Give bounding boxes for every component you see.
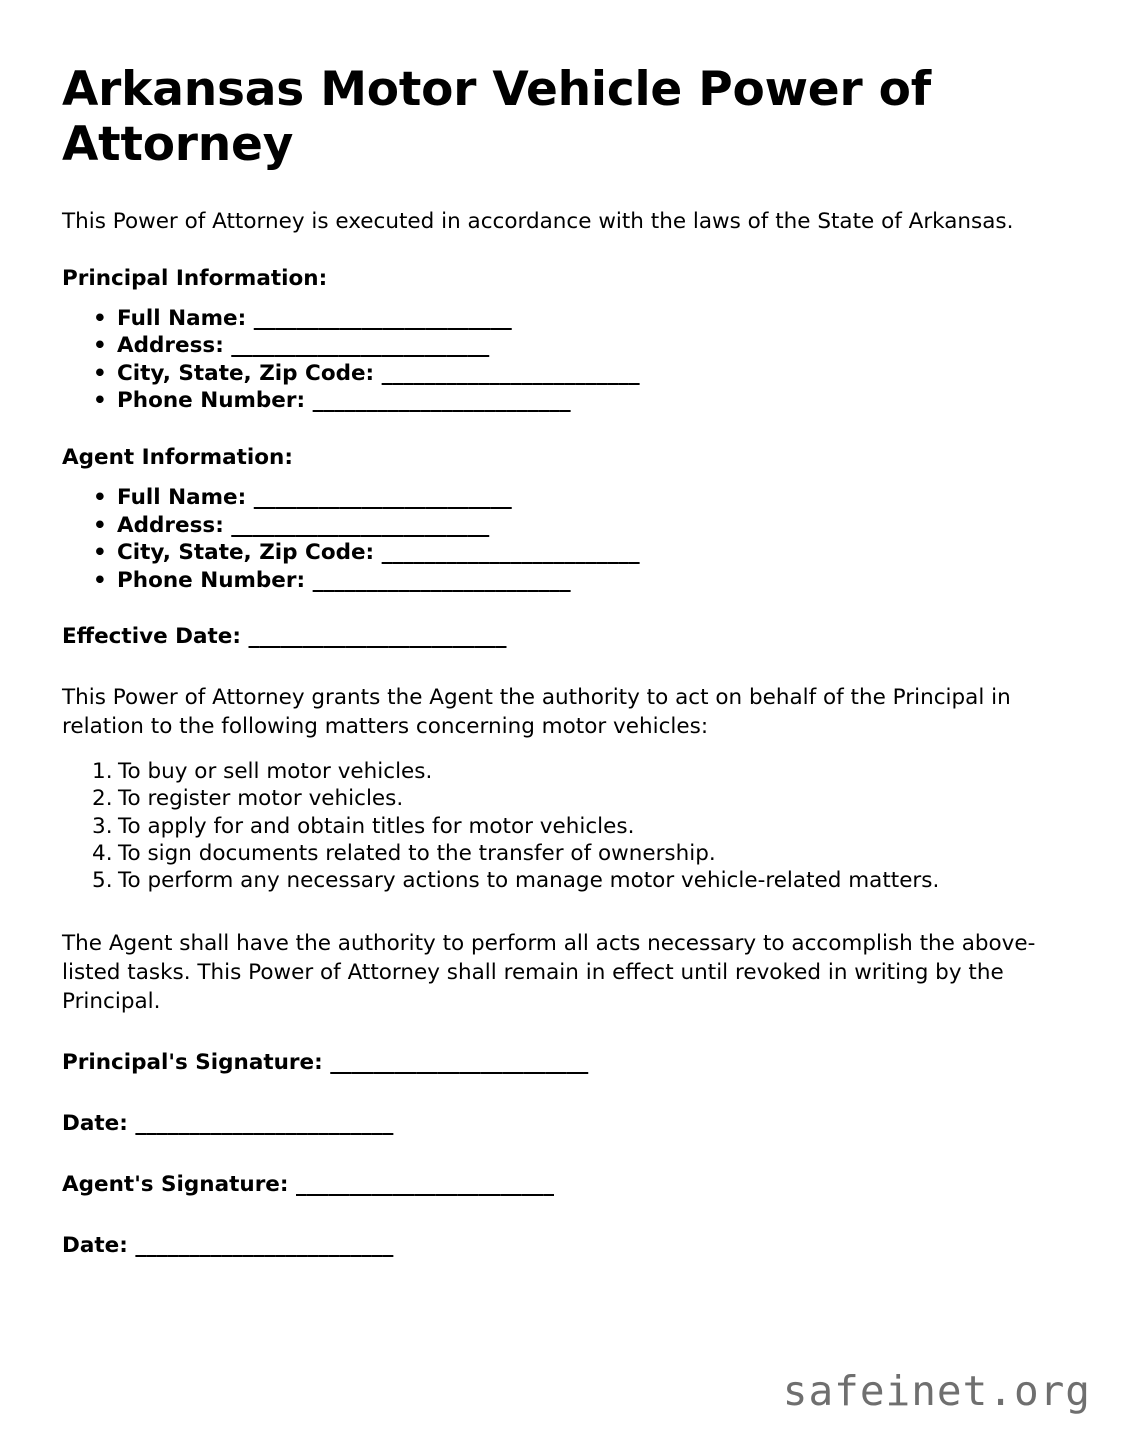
principal-date-line	[62, 1111, 1062, 1136]
signature-label: Date:	[62, 1110, 128, 1136]
agent-signature-line	[62, 1172, 1062, 1197]
field-label: City, State, Zip Code:	[117, 540, 375, 566]
list-item	[62, 484, 1062, 512]
field-label: Phone Number:	[117, 567, 306, 593]
list-item	[62, 567, 1062, 595]
effective-date-blank[interactable]: ________________________	[248, 624, 507, 650]
field-blank[interactable]: ________________________	[253, 305, 512, 331]
list-item: To perform any necessary actions to manage motor vehicle-related matters.	[118, 868, 940, 894]
signature-blank[interactable]: ________________________	[135, 1110, 394, 1136]
list-item	[62, 360, 1062, 388]
list-item	[62, 305, 1062, 333]
principal-information-fields	[62, 305, 1062, 415]
principal-signature-line	[62, 1050, 1062, 1075]
field-blank[interactable]: ________________________	[381, 360, 640, 386]
field-label: Address:	[117, 512, 224, 538]
list-item: To buy or sell motor vehicles.	[118, 759, 433, 785]
closing-paragraph: The Agent shall have the authority to perform all acts necessary to accomplish the above-listed tasks. This Power of Attorney shall remain in effect until revoked in writing by the Principal.	[62, 930, 1036, 1014]
page-title: Arkansas Motor Vehicle Power of Attorney	[62, 62, 931, 173]
field-label: Phone Number:	[117, 388, 306, 414]
effective-date-label: Effective Date:	[62, 624, 241, 650]
list-item: To sign documents related to the transfer of ownership.	[118, 840, 716, 866]
list-item	[62, 332, 1062, 360]
document-body	[62, 62, 1062, 1258]
site-watermark: safeinet.org	[782, 1367, 1091, 1415]
effective-date-field	[62, 624, 1062, 649]
granted-powers-list	[62, 758, 1062, 894]
field-label: Full Name:	[117, 305, 247, 331]
field-label: Address:	[117, 333, 224, 359]
field-blank[interactable]: ________________________	[253, 484, 512, 510]
field-blank[interactable]: ________________________	[312, 567, 571, 593]
signature-label: Agent's Signature:	[62, 1171, 289, 1197]
signature-blank[interactable]: ________________________	[330, 1049, 589, 1075]
signature-label: Date:	[62, 1232, 128, 1258]
signature-blank[interactable]: ________________________	[296, 1171, 554, 1197]
signature-label: Principal's Signature:	[62, 1049, 323, 1075]
grant-paragraph: This Power of Attorney grants the Agent the authority to act on behalf of the Principal in relation to the following matters concerning motor vehicles:	[62, 685, 1011, 740]
field-blank[interactable]: ________________________	[312, 388, 571, 414]
field-blank[interactable]: ________________________	[231, 333, 490, 359]
agent-information-heading: Agent Information:	[62, 444, 293, 470]
list-item	[62, 512, 1062, 540]
signature-section	[62, 1050, 1062, 1258]
field-label: City, State, Zip Code:	[117, 360, 375, 386]
agent-information-fields	[62, 484, 1062, 594]
list-item: To apply for and obtain titles for motor vehicles.	[118, 813, 635, 839]
field-blank[interactable]: ________________________	[381, 540, 640, 566]
list-item	[62, 539, 1062, 567]
list-item: To register motor vehicles.	[118, 786, 404, 812]
list-item	[62, 387, 1062, 415]
agent-date-line	[62, 1233, 1062, 1258]
intro-paragraph: This Power of Attorney is executed in accordance with the laws of the State of Arkansas.	[62, 208, 1014, 234]
signature-blank[interactable]: ________________________	[135, 1232, 394, 1258]
field-blank[interactable]: ________________________	[231, 512, 490, 538]
field-label: Full Name:	[117, 484, 247, 510]
principal-information-heading: Principal Information:	[62, 265, 328, 291]
